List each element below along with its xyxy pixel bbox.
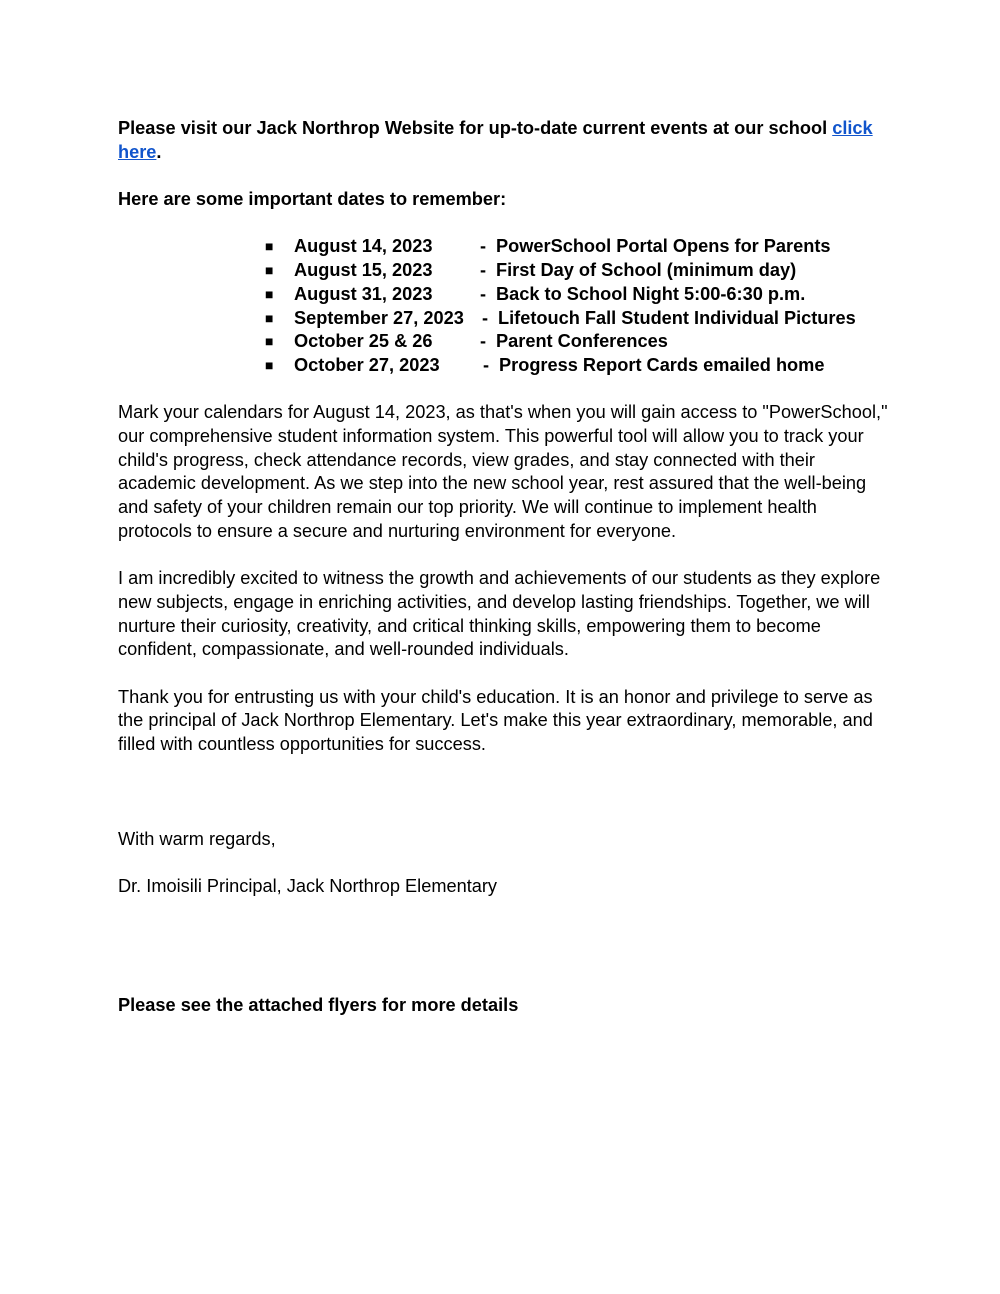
bullet-icon: ■ [265,333,274,350]
text-line: Mark your calendars for August 14, 2023, as that's when you will gain access to "PowerSchool," [118,402,888,423]
bullet-icon: ■ [265,262,274,279]
date-label: September 27, 2023 [294,307,464,328]
separator: - [480,260,487,281]
date-label: October 25 & 26 [294,331,433,352]
list-item [265,354,1000,378]
list-item [265,283,1000,307]
bullet-icon: ■ [265,285,274,302]
signature-line: Dr. Imoisili Principal, Jack Northrop Elementary [118,876,498,897]
date-label: October 27, 2023 [294,354,440,375]
bullet-icon: ■ [265,309,274,326]
event-label: Lifetouch Fall Student Individual Pictures [498,307,856,328]
event-label: Progress Report Cards emailed home [499,354,825,375]
important-dates-list [265,235,1000,377]
text-line: I am incredibly excited to witness the growth and achievements of our students as they explore [118,568,881,589]
list-item [265,259,1000,283]
date-label: August 31, 2023 [294,283,433,304]
text-line: filled with countless opportunities for success. [118,734,486,755]
text-line: confident, compassionate, and well-rounded individuals. [118,639,569,660]
closing-line: With warm regards, [118,828,276,849]
thank-you-paragraph [118,686,898,757]
intro-paragraph [118,117,898,164]
footer-note: Please see the attached flyers for more details [118,994,519,1015]
event-label: Parent Conferences [496,331,668,352]
powerschool-paragraph [118,401,898,543]
event-label: First Day of School (minimum day) [496,260,797,281]
text-line: the principal of Jack Northrop Elementary. Let's make this year extraordinary, memorable, and [118,710,873,731]
separator: - [482,307,489,328]
text-line: nurture their curiosity, creativity, and critical thinking skills, empowering them to become [118,615,821,636]
separator: - [480,283,487,304]
text-line: Thank you for entrusting us with your child's education. It is an honor and privilege to serve as [118,686,873,707]
website-link[interactable]: click here [118,118,873,162]
text-line: our comprehensive student information system. This powerful tool will allow you to track your [118,426,864,446]
separator: - [480,331,487,352]
event-label: Back to School Night 5:00-6:30 p.m. [496,283,806,304]
event-label: PowerSchool Portal Opens for Parents [496,236,831,257]
date-label: August 14, 2023 [294,236,433,257]
bullet-icon: ■ [265,356,274,373]
document-page [118,117,898,1017]
dates-heading: Here are some important dates to remember: [118,189,507,210]
text-line: academic development. As we step into the new school year, rest assured that the well-being [118,473,867,494]
list-item [265,235,1000,259]
text-line: and safety of your children remain our top priority. We will continue to implement health [118,497,817,518]
text-line: new subjects, engage in enriching activities, and develop lasting friendships. Together, we will [118,591,870,612]
text-line: child's progress, check attendance records, view grades, and stay connected with their [118,449,815,470]
intro-period: . [156,141,162,162]
list-item [265,330,1000,354]
intro-text: Please visit our Jack Northrop Website for up-to-date current events at our school [118,118,828,138]
separator: - [483,354,490,375]
list-item [265,307,1000,331]
text-line: protocols to ensure a secure and nurturing environment for everyone. [118,520,677,541]
separator: - [480,236,487,257]
date-label: August 15, 2023 [294,260,433,281]
growth-paragraph [118,567,898,662]
bullet-icon: ■ [265,238,274,255]
